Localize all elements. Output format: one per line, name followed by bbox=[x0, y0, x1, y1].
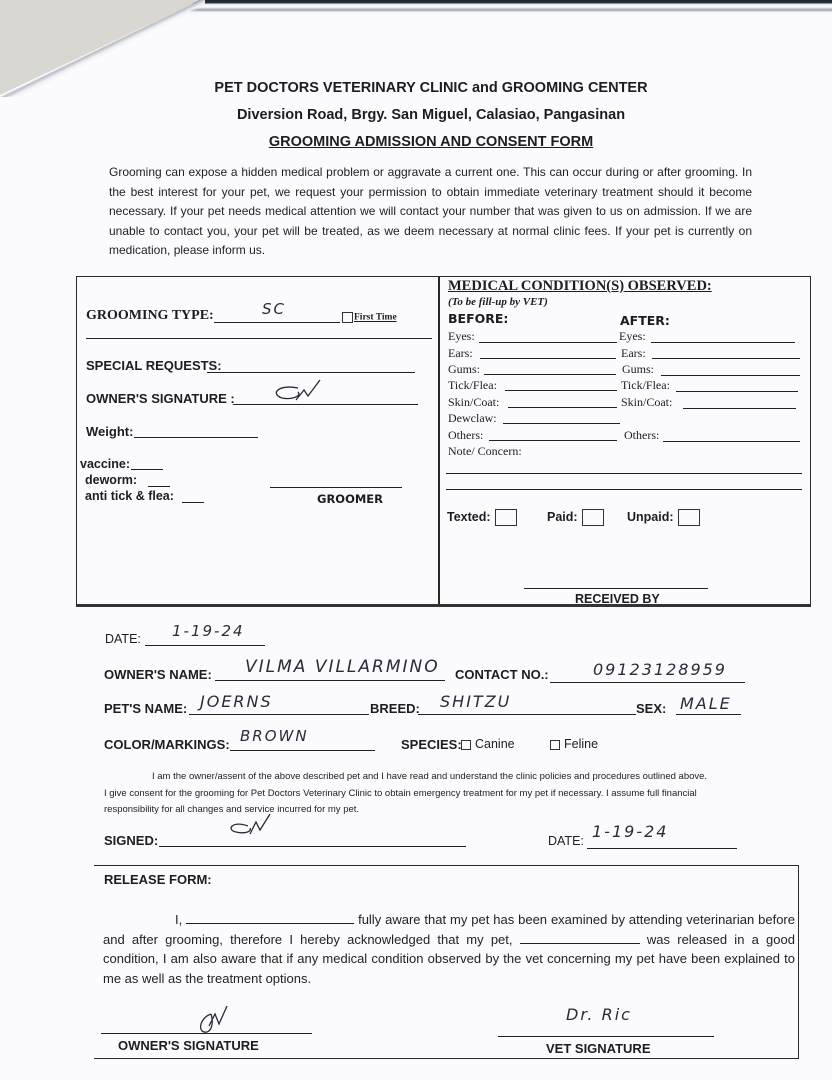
owner-name-value: VILMA VILLARMINO bbox=[245, 657, 440, 677]
release-text-3: was released in a good condition, I am also aware that if any medical condition observed by the vet concerning my pet have been explained to me as well as the treatment options. bbox=[103, 931, 795, 987]
special-requests-label: SPECIAL REQUESTS: bbox=[86, 358, 222, 373]
release-text-1: I, bbox=[175, 912, 183, 927]
vet-signature-value: Dr. Ric bbox=[566, 1005, 632, 1024]
vaccine-field[interactable] bbox=[131, 469, 163, 470]
after-skincoat-label: Skin/Coat: bbox=[621, 395, 673, 409]
after-eyes-field[interactable] bbox=[651, 342, 795, 343]
owner-signature-label: OWNER'S SIGNATURE : bbox=[86, 391, 235, 406]
clinic-address: Diversion Road, Brgy. San Miguel, Calasiao, Pangasinan bbox=[236, 107, 626, 123]
release-pet-name-field[interactable] bbox=[520, 932, 640, 944]
note-concern-label: Note/ Concern: bbox=[448, 444, 522, 458]
consent-date-field[interactable] bbox=[587, 848, 737, 849]
after-tickflea-field[interactable] bbox=[676, 391, 798, 392]
intro-paragraph: Grooming can expose a hidden medical problem or aggravate a current one. This can occur during or after grooming. In the best interest for your pet, we request your permission to obtain immediate veterinary treatment should it become necessary. If your pet needs medical attention we will contact your number that was given to us on admission. If we are unable to contact you, your pet will be treated, as we deem necessary at normal clinic fees. If your pet is currently on medication, please inform us. bbox=[109, 165, 752, 257]
before-skincoat-label: Skin/Coat: bbox=[448, 395, 500, 409]
species-label: SPECIES: bbox=[401, 737, 462, 752]
deworm-field[interactable] bbox=[148, 486, 170, 487]
feline-label: Feline bbox=[564, 737, 599, 751]
texted-label: Texted: bbox=[447, 509, 491, 524]
date-value: 1-19-24 bbox=[172, 622, 245, 640]
before-others-label: Others: bbox=[448, 428, 484, 442]
color-field[interactable] bbox=[230, 750, 375, 751]
special-requests-field[interactable] bbox=[207, 372, 415, 373]
received-by-line[interactable] bbox=[524, 588, 708, 589]
release-owner-scribble bbox=[195, 1000, 245, 1038]
anti-tick-label: anti tick & flea: bbox=[85, 489, 174, 503]
after-skincoat-field[interactable] bbox=[683, 408, 796, 409]
after-eyes-label: Eyes: bbox=[619, 329, 646, 343]
before-ears-label: Ears: bbox=[448, 346, 473, 360]
sex-value: MALE bbox=[680, 694, 732, 713]
deworm-label: deworm: bbox=[85, 473, 138, 487]
owner-name-field[interactable] bbox=[215, 680, 445, 681]
owner-name-label: OWNER'S NAME: bbox=[104, 667, 212, 682]
after-gums-field[interactable] bbox=[661, 375, 800, 376]
pet-name-label: PET'S NAME: bbox=[104, 701, 188, 716]
before-eyes-field[interactable] bbox=[479, 342, 617, 343]
canine-checkbox[interactable] bbox=[461, 740, 471, 750]
grooming-type-value: SC bbox=[262, 300, 286, 318]
pet-name-field[interactable] bbox=[189, 714, 369, 715]
medical-subtitle: (To be fill-up by VET) bbox=[448, 296, 548, 308]
consent-line-3: responsibility for all changes and service incurred for my pet. bbox=[104, 804, 360, 815]
owner-signature-scribble bbox=[268, 378, 328, 408]
groomer-signature-line[interactable] bbox=[270, 487, 402, 488]
texted-checkbox[interactable] bbox=[447, 509, 517, 526]
contact-value: 09123128959 bbox=[593, 660, 727, 679]
paid-box[interactable] bbox=[582, 509, 604, 526]
vaccine-label: vaccine: bbox=[80, 457, 131, 471]
note-line-1[interactable] bbox=[446, 473, 802, 474]
color-label: COLOR/MARKINGS: bbox=[104, 737, 230, 752]
species-canine-option[interactable] bbox=[461, 737, 515, 751]
grooming-type-extra-line[interactable] bbox=[86, 338, 432, 339]
breed-value: SHITZU bbox=[440, 692, 512, 711]
release-title: RELEASE FORM: bbox=[104, 872, 212, 887]
vet-signature-label: VET SIGNATURE bbox=[546, 1041, 651, 1056]
release-owner-name-field[interactable] bbox=[186, 912, 354, 924]
before-tickflea-field[interactable] bbox=[505, 390, 617, 391]
after-gums-label: Gums: bbox=[622, 362, 655, 376]
consent-line-2: I give consent for the grooming for Pet Doctors Veterinary Clinic to obtain emergency treatment for my pet if necessary. I assume full financial bbox=[104, 788, 697, 799]
color-value: BROWN bbox=[240, 727, 309, 745]
vet-signature-line[interactable] bbox=[498, 1036, 714, 1037]
contact-label: CONTACT NO.: bbox=[455, 667, 549, 682]
unpaid-label: Unpaid: bbox=[627, 509, 674, 524]
grooming-box bbox=[76, 276, 440, 607]
sex-field[interactable] bbox=[676, 714, 741, 715]
clinic-name: PET DOCTORS VETERINARY CLINIC and GROOMING CENTER bbox=[214, 80, 648, 96]
contact-field[interactable] bbox=[550, 682, 745, 683]
signed-label: SIGNED: bbox=[104, 833, 159, 848]
after-tickflea-label: Tick/Flea: bbox=[621, 378, 670, 392]
unpaid-checkbox[interactable] bbox=[627, 509, 700, 526]
first-time-checkbox[interactable] bbox=[342, 312, 397, 323]
note-line-2[interactable] bbox=[446, 489, 802, 490]
before-dewclaw-field[interactable] bbox=[503, 423, 620, 424]
release-paragraph bbox=[103, 910, 795, 989]
release-text-2: fully aware that my pet has been examined by attending veterinarian before and after grooming, therefore I hereby acknowledged that my pet, bbox=[103, 912, 795, 947]
form-title: GROOMING ADMISSION AND CONSENT FORM bbox=[268, 134, 594, 150]
before-eyes-label: Eyes: bbox=[448, 329, 475, 343]
before-gums-label: Gums: bbox=[448, 362, 481, 376]
canine-label: Canine bbox=[475, 737, 515, 751]
groomer-label: GROOMER bbox=[317, 492, 384, 506]
grooming-type-label: GROOMING TYPE: bbox=[86, 308, 214, 323]
consent-date-value: 1-19-24 bbox=[592, 822, 669, 841]
medical-title: MEDICAL CONDITION(S) OBSERVED: bbox=[448, 278, 712, 294]
anti-tick-field[interactable] bbox=[182, 502, 204, 503]
after-others-field[interactable] bbox=[663, 441, 800, 442]
grooming-type-field[interactable] bbox=[214, 322, 340, 323]
after-others-label: Others: bbox=[624, 428, 660, 442]
signed-field[interactable] bbox=[159, 846, 466, 847]
before-heading: BEFORE: bbox=[448, 311, 509, 326]
consent-line-1: I am the owner/assent of the above described pet and I have read and understand the clinic policies and procedures outlined above. bbox=[152, 771, 708, 782]
unpaid-box[interactable] bbox=[678, 509, 700, 526]
consent-date-label: DATE: bbox=[548, 834, 584, 848]
before-others-field[interactable] bbox=[489, 440, 617, 441]
scan-paper-edge bbox=[190, 0, 832, 16]
before-ears-field[interactable] bbox=[480, 358, 616, 359]
texted-box[interactable] bbox=[495, 509, 517, 526]
before-skincoat-field[interactable] bbox=[508, 407, 617, 408]
box-bottom-rule bbox=[76, 604, 811, 607]
signed-scribble bbox=[224, 812, 274, 842]
date-field[interactable] bbox=[145, 645, 265, 646]
before-tickflea-label: Tick/Flea: bbox=[448, 378, 497, 392]
feline-checkbox[interactable] bbox=[550, 740, 560, 750]
first-time-box[interactable] bbox=[342, 312, 353, 323]
received-by-label: RECEIVED BY bbox=[575, 592, 660, 606]
before-gums-field[interactable] bbox=[484, 374, 616, 375]
weight-field[interactable] bbox=[134, 437, 258, 438]
breed-field[interactable] bbox=[418, 714, 636, 715]
first-time-label: First Time bbox=[354, 312, 397, 323]
sex-label: SEX: bbox=[636, 701, 667, 716]
before-dewclaw-label: Dewclaw: bbox=[448, 411, 497, 425]
release-owner-signature-label: OWNER'S SIGNATURE bbox=[118, 1038, 259, 1053]
after-ears-field[interactable] bbox=[652, 358, 800, 359]
after-ears-label: Ears: bbox=[621, 346, 646, 360]
after-heading: AFTER: bbox=[620, 313, 670, 328]
paid-checkbox[interactable] bbox=[547, 509, 604, 526]
breed-label: BREED: bbox=[370, 701, 420, 716]
paid-label: Paid: bbox=[547, 509, 578, 524]
date-label: DATE: bbox=[105, 632, 141, 646]
weight-label: Weight: bbox=[86, 424, 134, 439]
pet-name-value: JOERNS bbox=[200, 692, 273, 711]
species-feline-option[interactable] bbox=[550, 737, 598, 751]
